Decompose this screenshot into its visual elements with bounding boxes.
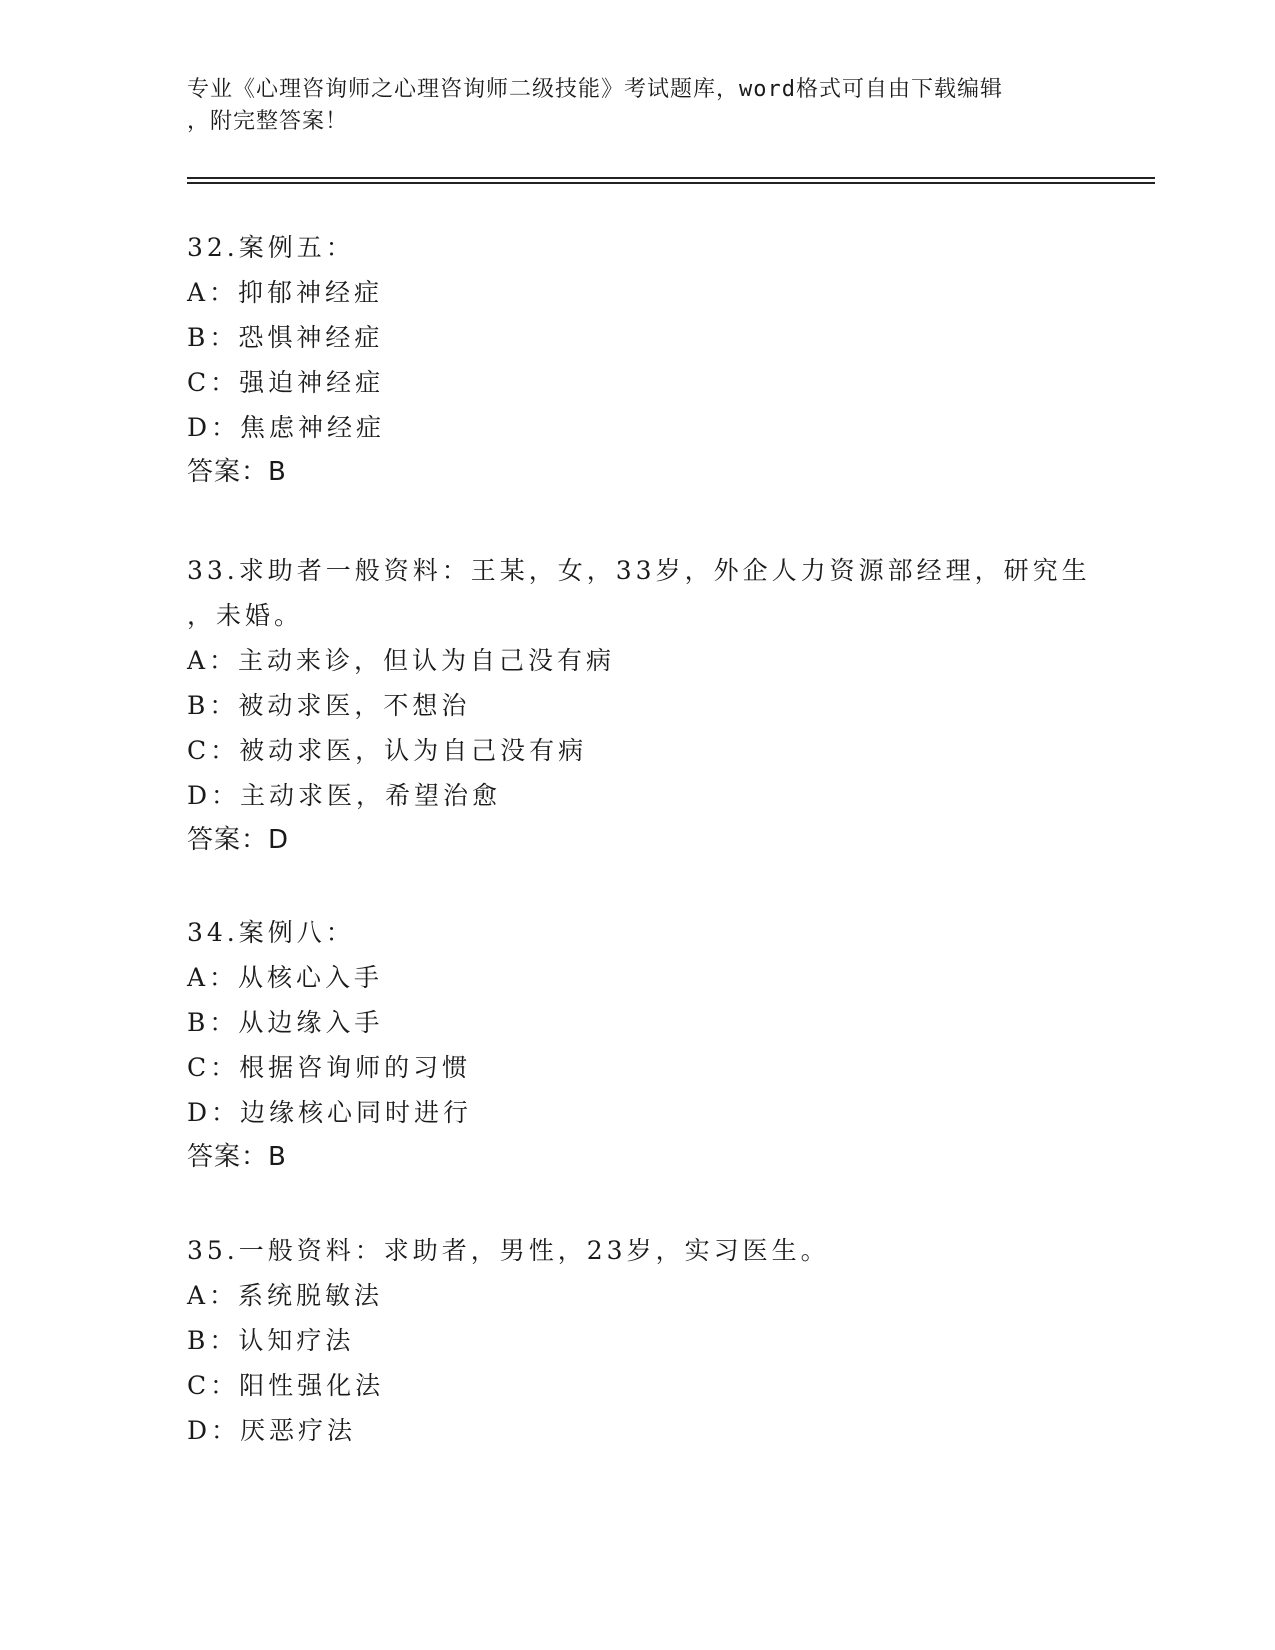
question-stem: 33.求助者一般资料：王某，女，33岁，外企人力资源部经理，研究生 — [187, 556, 1091, 585]
header-line-1: 专业《心理咨询师之心理咨询师二级技能》考试题库，word格式可自由下载编辑 — [187, 77, 1003, 102]
header-divider-top — [187, 177, 1155, 179]
question-34 — [187, 917, 1087, 1173]
header-line-2: ，附完整答案！ — [187, 109, 349, 134]
document-header — [187, 74, 1087, 138]
question-33 — [187, 555, 1091, 856]
option-b: B：被动求医，不想治 — [187, 691, 471, 720]
answer-label: 答案：B — [187, 1142, 287, 1172]
option-b: B：认知疗法 — [187, 1326, 355, 1355]
option-d: D：主动求医，希望治愈 — [187, 781, 502, 810]
header-divider-bottom — [187, 182, 1155, 184]
option-a: A：抑郁神经症 — [187, 278, 384, 307]
option-c: C：阳性强化法 — [187, 1371, 385, 1400]
option-d: D：边缘核心同时进行 — [187, 1098, 473, 1127]
question-32 — [187, 232, 1087, 488]
answer-label: 答案：B — [187, 457, 287, 487]
option-d: D：焦虑神经症 — [187, 413, 386, 442]
option-b: B：从边缘入手 — [187, 1008, 384, 1037]
option-a: A：主动来诊，但认为自己没有病 — [187, 646, 616, 675]
answer-label: 答案：D — [187, 825, 290, 855]
option-d: D：厌恶疗法 — [187, 1416, 357, 1445]
question-35 — [187, 1235, 1087, 1447]
option-c: C：被动求医，认为自己没有病 — [187, 736, 588, 765]
question-stem: 34.案例八： — [187, 918, 355, 947]
option-c: C：根据咨询师的习惯 — [187, 1053, 472, 1082]
option-b: B：恐惧神经症 — [187, 323, 384, 352]
option-a: A：从核心入手 — [187, 963, 384, 992]
option-a: A：系统脱敏法 — [187, 1281, 384, 1310]
option-c: C：强迫神经症 — [187, 368, 385, 397]
question-stem-continuation: ，未婚。 — [187, 601, 304, 630]
question-stem: 32.案例五： — [187, 233, 355, 262]
question-stem: 35.一般资料：求助者，男性，23岁，实习医生。 — [187, 1236, 830, 1265]
